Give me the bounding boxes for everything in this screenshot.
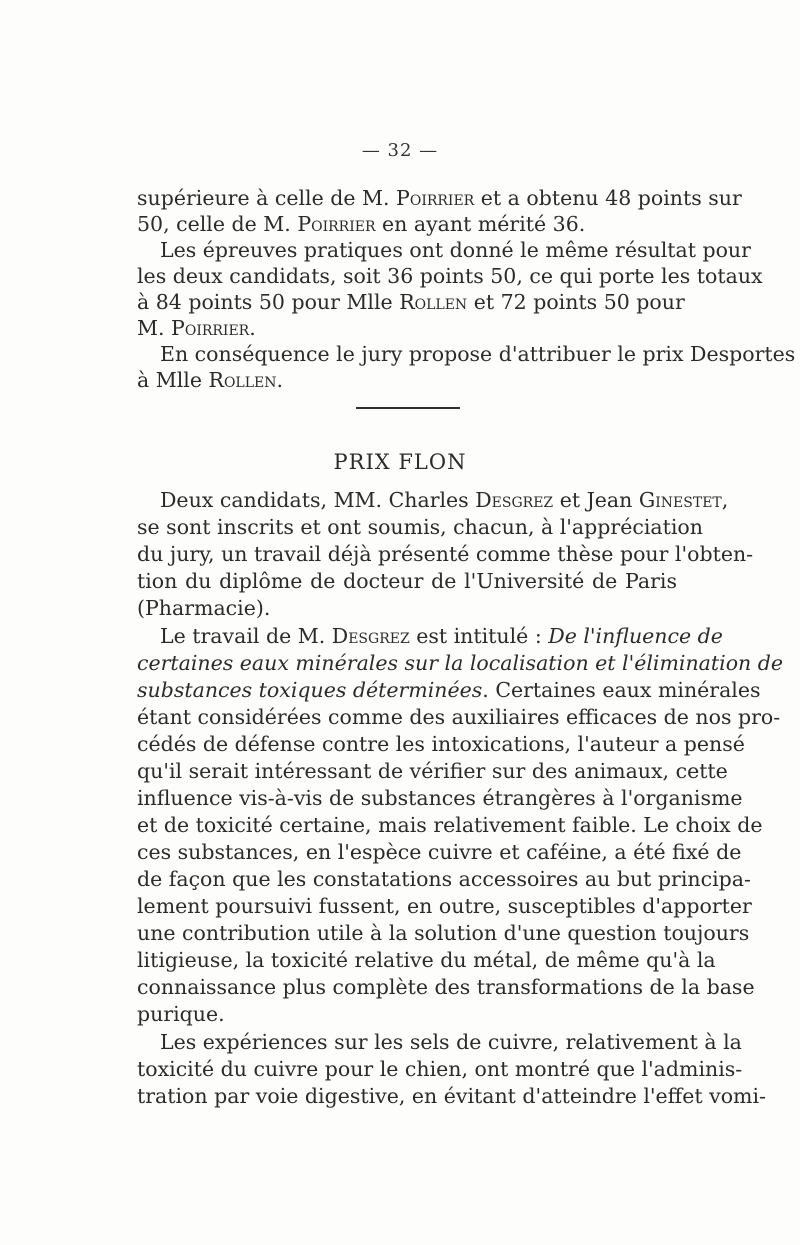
text-line: supérieure à celle de M. Poirrier et a obtenu 48 points sur xyxy=(137,186,742,210)
text-line: litigieuse, la toxicité relative du métal, de même qu'à la xyxy=(137,948,716,972)
surname: Poirrier xyxy=(297,212,376,236)
surname: Rollen xyxy=(208,368,277,392)
text-line: du jury, un travail déjà présenté comme thèse pour l'obten- xyxy=(137,542,754,566)
text-line: M. Poirrier. xyxy=(137,316,256,340)
page-number: — 32 — xyxy=(361,140,439,161)
text-line: ces substances, en l'espèce cuivre et caféine, a été fixé de xyxy=(137,840,742,864)
text-line: tion du diplôme de docteur de l'Université de Paris xyxy=(137,569,677,593)
text-line: se sont inscrits et ont soumis, chacun, à l'appréciation xyxy=(137,515,703,539)
text-line: qu'il serait intéressant de vérifier sur des animaux, cette xyxy=(137,759,728,783)
surname: Poirrier xyxy=(171,316,250,340)
text-line: lement poursuivi fussent, en outre, susceptibles d'apporter xyxy=(137,894,752,918)
thesis-title: substances toxiques déterminées xyxy=(137,678,483,702)
text-line: Les expériences sur les sels de cuivre, relativement à la xyxy=(160,1030,742,1054)
text-line: Deux candidats, MM. Charles Desgrez et Jean Ginestet, xyxy=(160,488,729,512)
text-line: connaissance plus complète des transformations de la base xyxy=(137,975,755,999)
text-line: de façon que les constatations accessoires au but principa- xyxy=(137,867,751,891)
text-line: les deux candidats, soit 36 points 50, ce qui porte les totaux xyxy=(137,264,763,288)
text-line: à 84 points 50 pour Mlle Rollen et 72 points 50 pour xyxy=(137,290,685,314)
surname: Desgrez xyxy=(331,624,410,648)
surname: Poirrier xyxy=(396,186,475,210)
surname: Ginestet xyxy=(638,488,722,512)
text-line: cédés de défense contre les intoxications, l'auteur a pensé xyxy=(137,732,745,756)
text-line: Les épreuves pratiques ont donné le même résultat pour xyxy=(160,238,751,262)
thesis-title: certaines eaux minérales sur la localisation et l'élimination de xyxy=(137,651,784,675)
text-line: Le travail de M. Desgrez est intitulé : De l'influence de xyxy=(160,624,723,648)
thesis-title: De l'influence de xyxy=(548,624,723,648)
text-line: tration par voie digestive, en évitant d'atteindre l'effet vomi- xyxy=(137,1084,766,1108)
text-line: En conséquence le jury propose d'attribuer le prix Desportes xyxy=(160,342,796,366)
text-line: toxicité du cuivre pour le chien, ont montré que l'adminis- xyxy=(137,1057,743,1081)
section-divider xyxy=(356,407,460,409)
text-line: 50, celle de M. Poirrier en ayant mérité 36. xyxy=(137,212,586,236)
section-heading: PRIX FLON xyxy=(333,450,467,474)
text-line: étant considérées comme des auxiliaires efficaces de nos pro- xyxy=(137,705,781,729)
text-line: purique. xyxy=(137,1002,225,1026)
surname: Rollen xyxy=(399,290,468,314)
surname: Desgrez xyxy=(475,488,554,512)
text-line: (Pharmacie). xyxy=(137,596,271,620)
text-line: une contribution utile à la solution d'une question toujours xyxy=(137,921,750,945)
text-line: et de toxicité certaine, mais relativement faible. Le choix de xyxy=(137,813,763,837)
text-line: substances toxiques déterminées. Certaines eaux minérales xyxy=(137,678,761,702)
text-line: à Mlle Rollen. xyxy=(137,368,284,392)
text-line: influence vis-à-vis de substances étrangères à l'organisme xyxy=(137,786,743,810)
